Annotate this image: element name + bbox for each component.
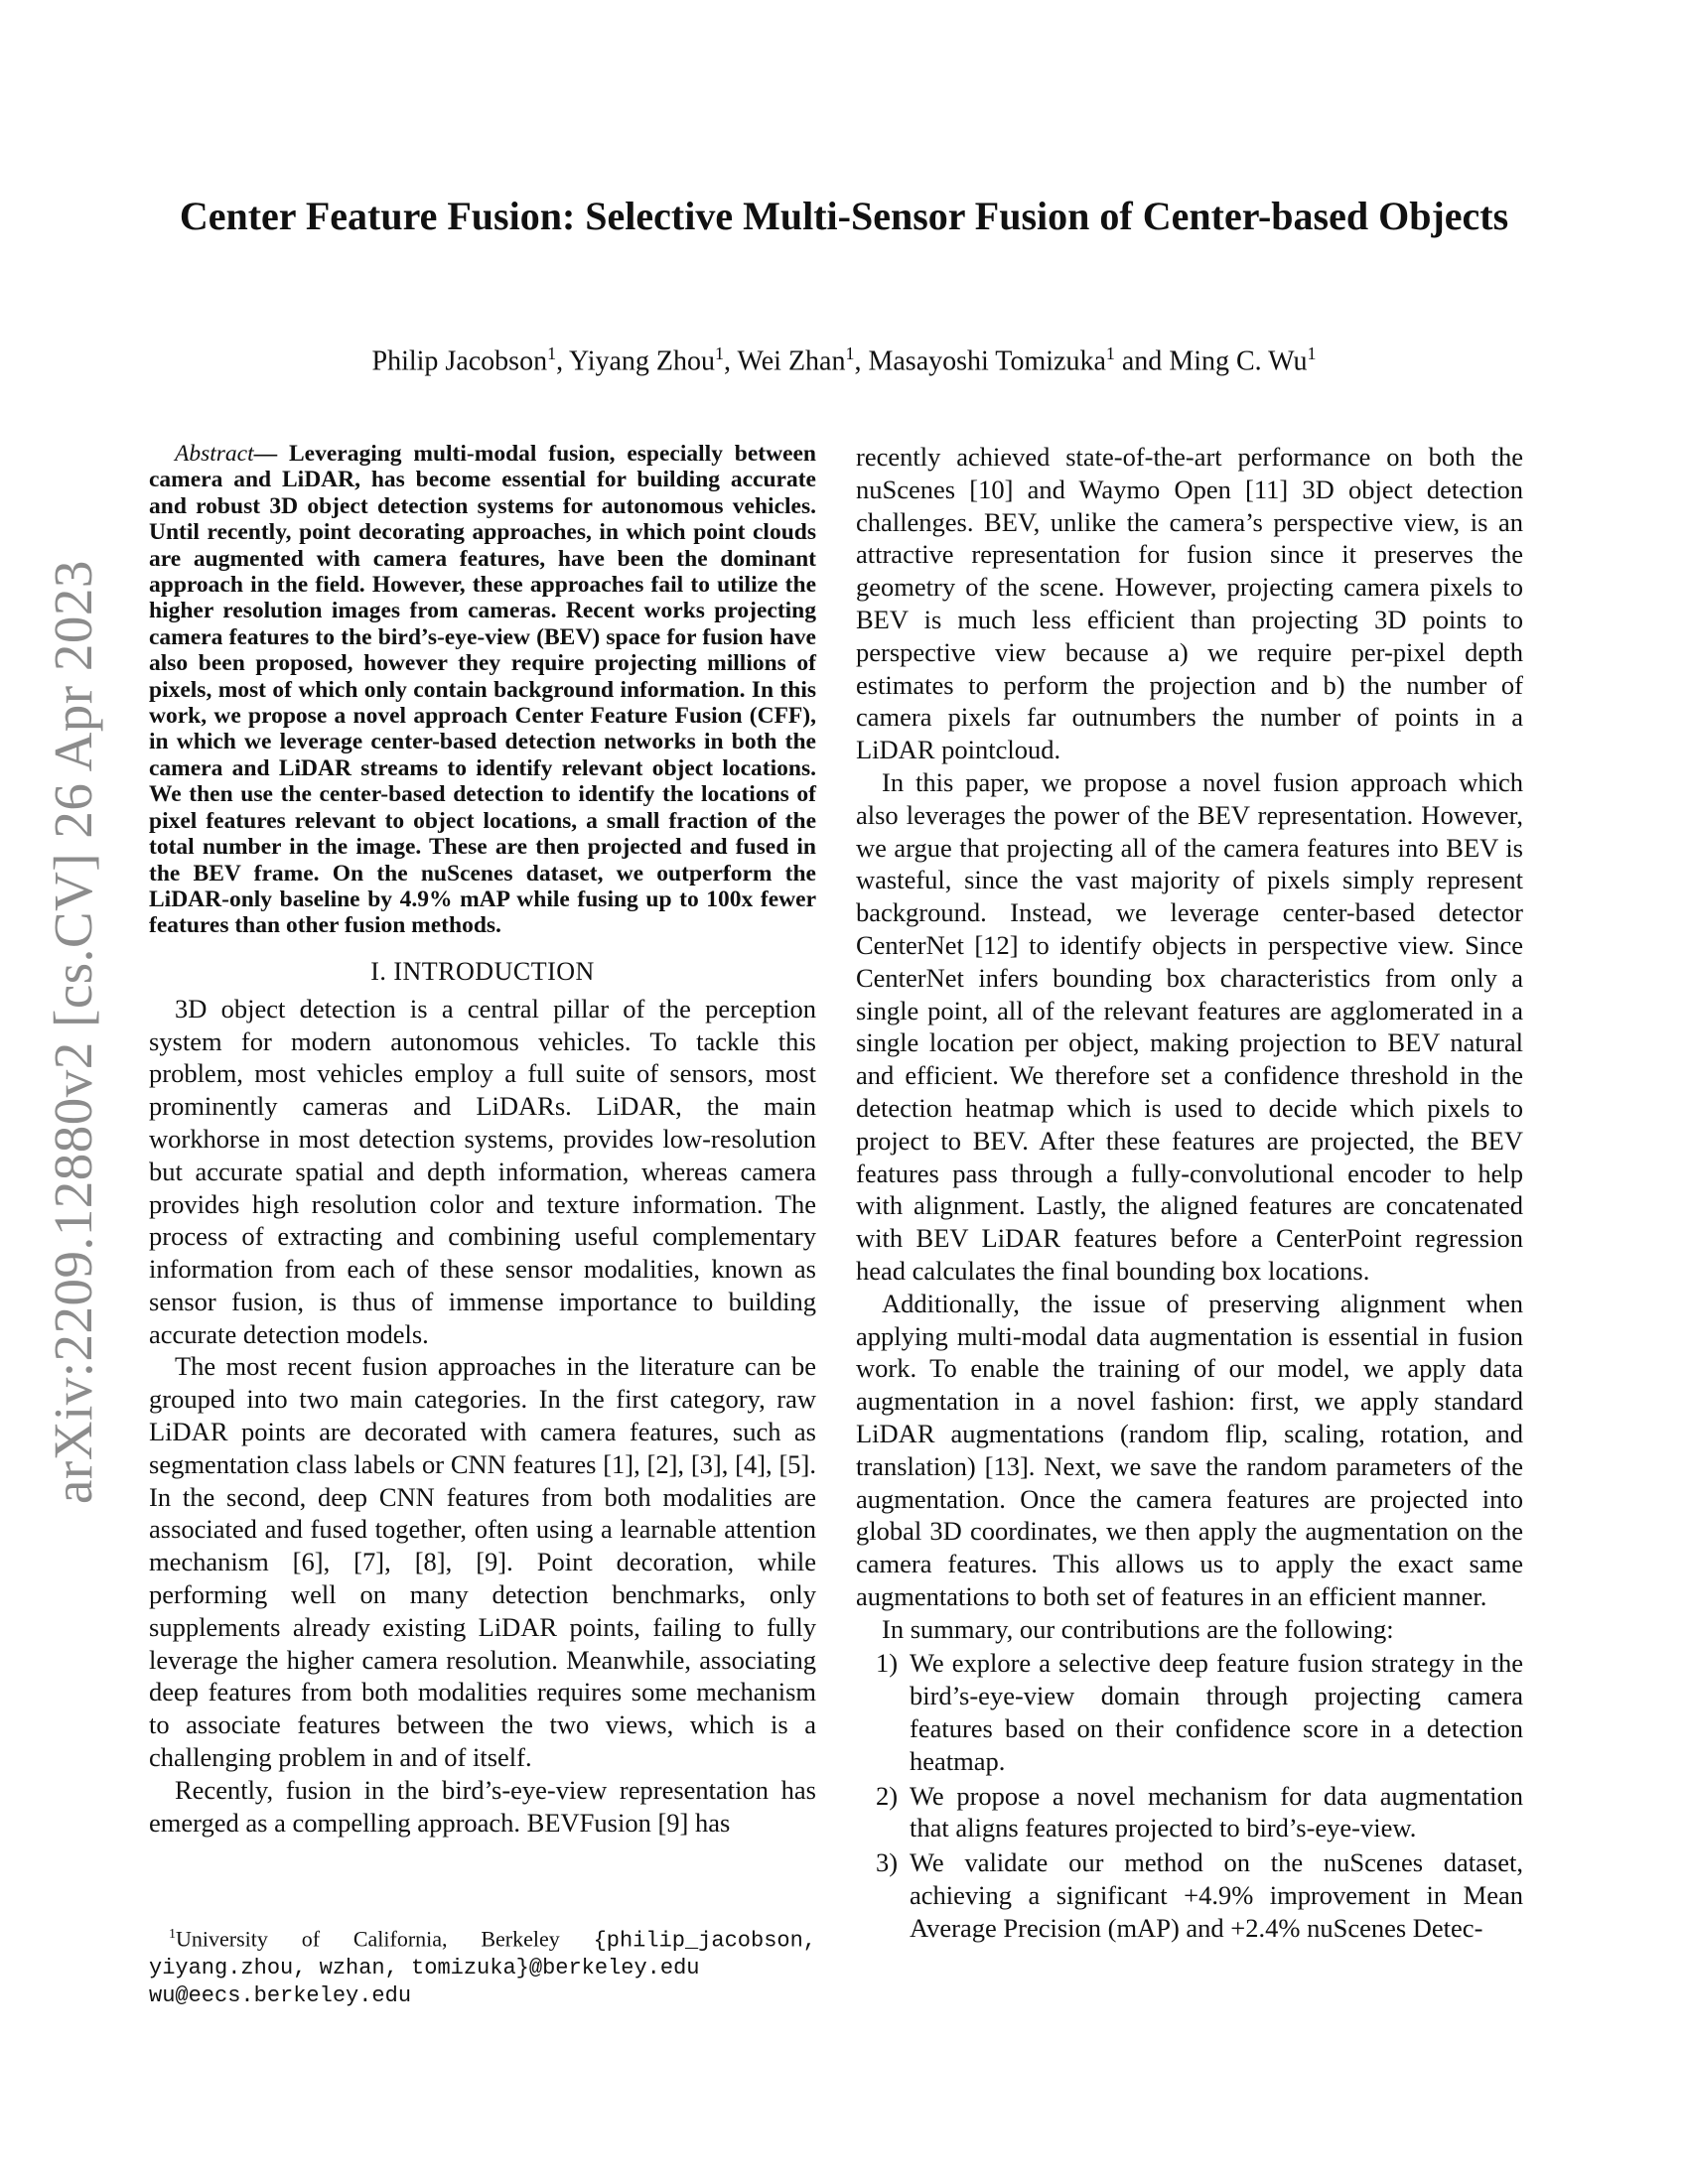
paragraph: In summary, our contributions are the following: [882, 1613, 1394, 1644]
list-number: 1) [876, 1648, 899, 1679]
list-item [856, 1846, 1523, 1944]
contributions-list [856, 1647, 1523, 1944]
abstract-text: Leveraging multi-modal fusion, especially between camera and LiDAR, has become essential for building accurate and robust 3D object detection systems for autonomous vehicles. Until recently, point decorating approaches, in which point clouds are augmented with camera features, have been the dominant approach in the field. However, these approaches fail to utilize the higher resolution images from cameras. Recent works projecting camera features to the bird’s-eye-view (BEV) space for fusion have also been proposed, however they require projecting millions of pixels, most of which only contain background information. In this work, we propose a novel approach Center Feature Fusion (CFF), in which we leverage center-based detection networks in both the camera and LiDAR streams to identify relevant object locations. We then use the center-based detection to identify the locations of pixel features relevant to object locations, a small fraction of the total number in the image. These are then projected and fused in the BEV frame. On the nuScenes dataset, we outperform the LiDAR-only baseline by 4.9% mAP while fusing up to 100x fewer features than other fusion methods. [149, 441, 816, 939]
separator: , [724, 345, 738, 377]
abstract-dash: — [253, 441, 289, 467]
abstract [149, 441, 816, 939]
abstract-label: Abstract [175, 441, 254, 467]
author: Philip Jacobson [371, 345, 548, 377]
author: Ming C. Wu [1169, 345, 1308, 377]
section-heading-introduction: I. INTRODUCTION [370, 956, 595, 986]
separator: , [854, 345, 869, 377]
author: Masayoshi Tomizuka [868, 345, 1106, 377]
footnote-affiliation: University of California, Berkeley [176, 1926, 594, 1952]
arxiv-identifier-stamp: arXiv:2209.12880v2 [cs.CV] 26 Apr 2023 [43, 560, 103, 1504]
footnote-email: wu@eecs.berkeley.edu [149, 1983, 412, 2009]
footnote-mark: 1 [169, 1927, 176, 1942]
list-item [856, 1780, 1523, 1845]
footnote-email: yiyang.zhou, wzhan, tomizuka}@berkeley.edu [149, 1956, 700, 1981]
left-column [149, 441, 816, 1839]
list-number: 2) [876, 1780, 899, 1811]
list-number: 3) [876, 1847, 899, 1878]
affiliation-mark: 1 [1105, 343, 1115, 363]
list-text: We validate our method on the nuScenes dataset, achieving a significant +4.9% improvement in Mean Average Precision (mAP) and +2.4% nuScenes Detec- [910, 1847, 1523, 1943]
author: Wei Zhan [737, 345, 846, 377]
affiliation-mark: 1 [845, 343, 855, 363]
paragraph: In this paper, we propose a novel fusion approach which also leverages the power of the BEV representation. However, we argue that projecting all of the camera features into BEV is wasteful, since the vast majority of pixels simply represent background. Instead, we leverage center-based detector CenterNet [12] to identify objects in perspective view. Since CenterNet infers bounding box characteristics from only a single point, all of the relevant features are agglomerated in a single location per object, making projection to BEV natural and efficient. We therefore set a confidence threshold in the detection heatmap which is used to decide which pixels to project to BEV. After these features are projected, the BEV features pass through a fully-convolutional encoder to help with alignment. Lastly, the aligned features are concatenated with BEV LiDAR features before a CenterPoint regression head calculates the final bounding box locations. [856, 766, 1523, 1286]
paragraph: Recently, fusion in the bird’s-eye-view representation has emerged as a compelling approach. BEVFusion [9] has [149, 1774, 816, 1838]
paper-title: Center Feature Fusion: Selective Multi-Sensor Fusion of Center-based Objects [179, 194, 1509, 238]
paragraph: 3D object detection is a central pillar of the perception system for modern autonomous vehicles. To tackle this problem, most vehicles employ a full suite of sensors, most prominently cameras and LiDARs. LiDAR, the main workhorse in most detection systems, provides low-resolution but accurate spatial and depth information, whereas camera provides high resolution color and texture information. The process of extracting and combining useful complementary information from each of these sensor modalities, known as sensor fusion, is thus of immense importance to building accurate detection models. [149, 993, 816, 1349]
affiliation-mark: 1 [1307, 343, 1317, 363]
list-text: We propose a novel mechanism for data augmentation that aligns features projected to bird’s-eye-view. [910, 1780, 1523, 1843]
list-item [856, 1647, 1523, 1777]
author-list [119, 343, 1569, 377]
right-column [856, 441, 1523, 1947]
separator: , [556, 345, 570, 377]
list-text: We explore a selective deep feature fusion strategy in the bird’s-eye-view domain through projecting camera features based on their confidence score in a detection heatmap. [910, 1648, 1523, 1776]
paragraph: Additionally, the issue of preserving alignment when applying multi-modal data augmentation is essential in fusion work. To enable the training of our model, we apply data augmentation in a novel fashion: first, we apply standard LiDAR augmentations (random flip, scaling, rotation, and translation) [13]. Next, we save the random parameters of the augmentation. Once the camera features are projected into global 3D coordinates, we then apply the augmentation on the camera features. This allows us to apply the exact same augmentations to both set of features in an efficient manner. [856, 1288, 1523, 1611]
author: Yiyang Zhou [569, 345, 716, 377]
separator: and [1114, 345, 1170, 377]
paragraph: recently achieved state-of-the-art performance on both the nuScenes [10] and Waymo Open [11] 3D object detection challenges. BEV, unlike the camera’s perspective view, is an attractive representation for fusion since it preserves the geometry of the scene. However, projecting camera pixels to BEV is much less efficient than projecting 3D points to perspective view because a) we require per-pixel depth estimates to perform the projection and b) the number of camera pixels far outnumbers the number of points in a LiDAR pointcloud. [856, 442, 1523, 765]
paragraph: The most recent fusion approaches in the literature can be grouped into two main categories. In the first category, raw LiDAR points are decorated with camera features, such as segmentation class labels or CNN features [1], [2], [3], [4], [5]. In the second, deep CNN features from both modalities are associated and fused together, often using a learnable attention mechanism [6], [7], [8], [9]. Point decoration, while performing well on many detection benchmarks, only supplements already existing LiDAR points, failing to fully leverage the higher camera resolution. Meanwhile, associating deep features from both modalities requires some mechanism to associate features between the two views, which is a challenging problem in and of itself. [149, 1351, 816, 1773]
footnote [149, 1921, 816, 2010]
affiliation-mark: 1 [715, 343, 725, 363]
affiliation-mark: 1 [547, 343, 557, 363]
footnote-email: {philip_jacobson, [593, 1928, 816, 1954]
